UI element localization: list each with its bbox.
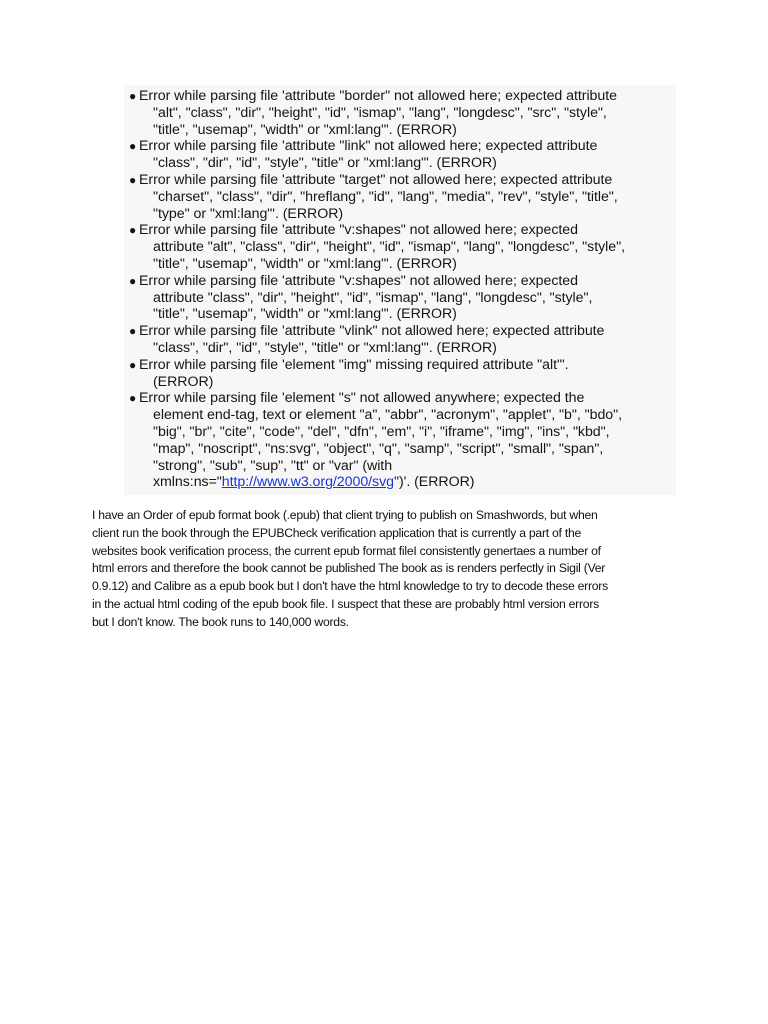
error-text-line: "title", "usemap", "width" or "xml:lang"'. (ERROR) (153, 255, 457, 272)
description-line: websites book verification process, the current epub format fileI consistently genertaes a number of (92, 543, 601, 558)
error-text-line: Error while parsing file 'attribute "target" not allowed here; expected attribute (139, 171, 613, 188)
error-text-line: "map", "noscript", "ns:svg", "object", "q", "samp", "script", "small", "span", (153, 440, 604, 457)
bullet-icon: ● (129, 391, 137, 406)
svg-namespace-link[interactable]: http://www.w3.org/2000/svg (221, 474, 394, 491)
bullet-icon: ● (129, 357, 137, 372)
error-item (129, 273, 676, 323)
error-text-line: "class", "dir", "id", "style", "title" or "xml:lang"'. (ERROR) (153, 339, 497, 356)
question-description (92, 507, 682, 632)
error-item (129, 138, 676, 172)
bullet-icon: ● (129, 223, 137, 238)
error-item (129, 323, 676, 357)
error-item (129, 88, 676, 138)
error-text-line (139, 474, 676, 491)
error-item (129, 222, 676, 272)
error-text-line: "type" or "xml:lang"'. (ERROR) (153, 205, 344, 222)
error-text-line: Error while parsing file 'attribute "v:shapes" not allowed here; expected (139, 222, 578, 239)
error-text-line: "title", "usemap", "width" or "xml:lang"'. (ERROR) (153, 306, 457, 323)
error-text-line: "title", "usemap", "width" or "xml:lang"'. (ERROR) (153, 121, 457, 138)
description-line: in the actual html coding of the epub book file. I suspect that these are probably html version errors (92, 596, 599, 611)
error-log-screenshot (124, 85, 676, 495)
error-text-line: Error while parsing file 'attribute "link" not allowed here; expected attribute (139, 138, 598, 155)
description-line: I have an Order of epub format book (.epub) that client trying to publish on Smashwords, but when (92, 508, 598, 522)
error-item (129, 357, 676, 391)
bullet-icon: ● (129, 139, 137, 154)
error-text-line: attribute "alt", "class", "dir", "height", "id", "ismap", "lang", "longdesc", "style", (153, 239, 625, 256)
error-text-line: "alt", "class", "dir", "height", "id", "ismap", "lang", "longdesc", "src", "style", (153, 104, 607, 121)
description-line: client run the book through the EPUBCheck verification application that is currently a part of the (92, 525, 582, 540)
bullet-icon: ● (129, 324, 137, 339)
error-text-line: "class", "dir", "id", "style", "title" or "xml:lang"'. (ERROR) (153, 155, 497, 172)
bullet-icon: ● (129, 273, 137, 288)
description-line: html errors and therefore the book cannot be published The book as is renders perfectly in Sigil (Ver (92, 561, 606, 576)
error-text-prefix: xmlns:ns=" (153, 474, 222, 491)
error-item (129, 172, 676, 222)
bullet-icon: ● (129, 172, 137, 187)
error-text-suffix: ")'. (ERROR) (394, 474, 475, 491)
description-line: 0.9.12) and Calibre as a epub book but I don't have the html knowledge to try to decode these errors (92, 579, 608, 594)
error-text-line: element end-tag, text or element "a", "abbr", "acronym", "applet", "b", "bdo", (153, 407, 622, 424)
error-text-line: Error while parsing file 'attribute "v:shapes" not allowed here; expected (139, 272, 578, 289)
description-line: but I don't know. The book runs to 140,000 words. (92, 614, 349, 629)
error-text-line: Error while parsing file 'attribute "vlink" not allowed here; expected attribute (139, 323, 605, 340)
error-text-line: "big", "br", "cite", "code", "del", "dfn", "em", "i", "iframe", "img", "ins", "kbd", (153, 423, 610, 440)
error-text-line: Error while parsing file 'attribute "border" not allowed here; expected attribute (139, 88, 617, 104)
error-text-line: "charset", "class", "dir", "hreflang", "id", "lang", "media", "rev", "style", "title", (153, 188, 618, 205)
error-text-line: "strong", "sub", "sup", "tt" or "var" (with (153, 457, 393, 474)
bullet-icon: ● (129, 89, 137, 103)
error-text-line: attribute "class", "dir", "height", "id", "ismap", "lang", "longdesc", "style", (153, 289, 593, 306)
error-list (129, 88, 676, 491)
error-item (129, 390, 676, 491)
error-text-line: Error while parsing file 'element "img" missing required attribute "alt"'. (139, 356, 569, 373)
error-text-line: (ERROR) (153, 373, 214, 390)
error-text-line: Error while parsing file 'element "s" not allowed anywhere; expected the (139, 390, 585, 407)
